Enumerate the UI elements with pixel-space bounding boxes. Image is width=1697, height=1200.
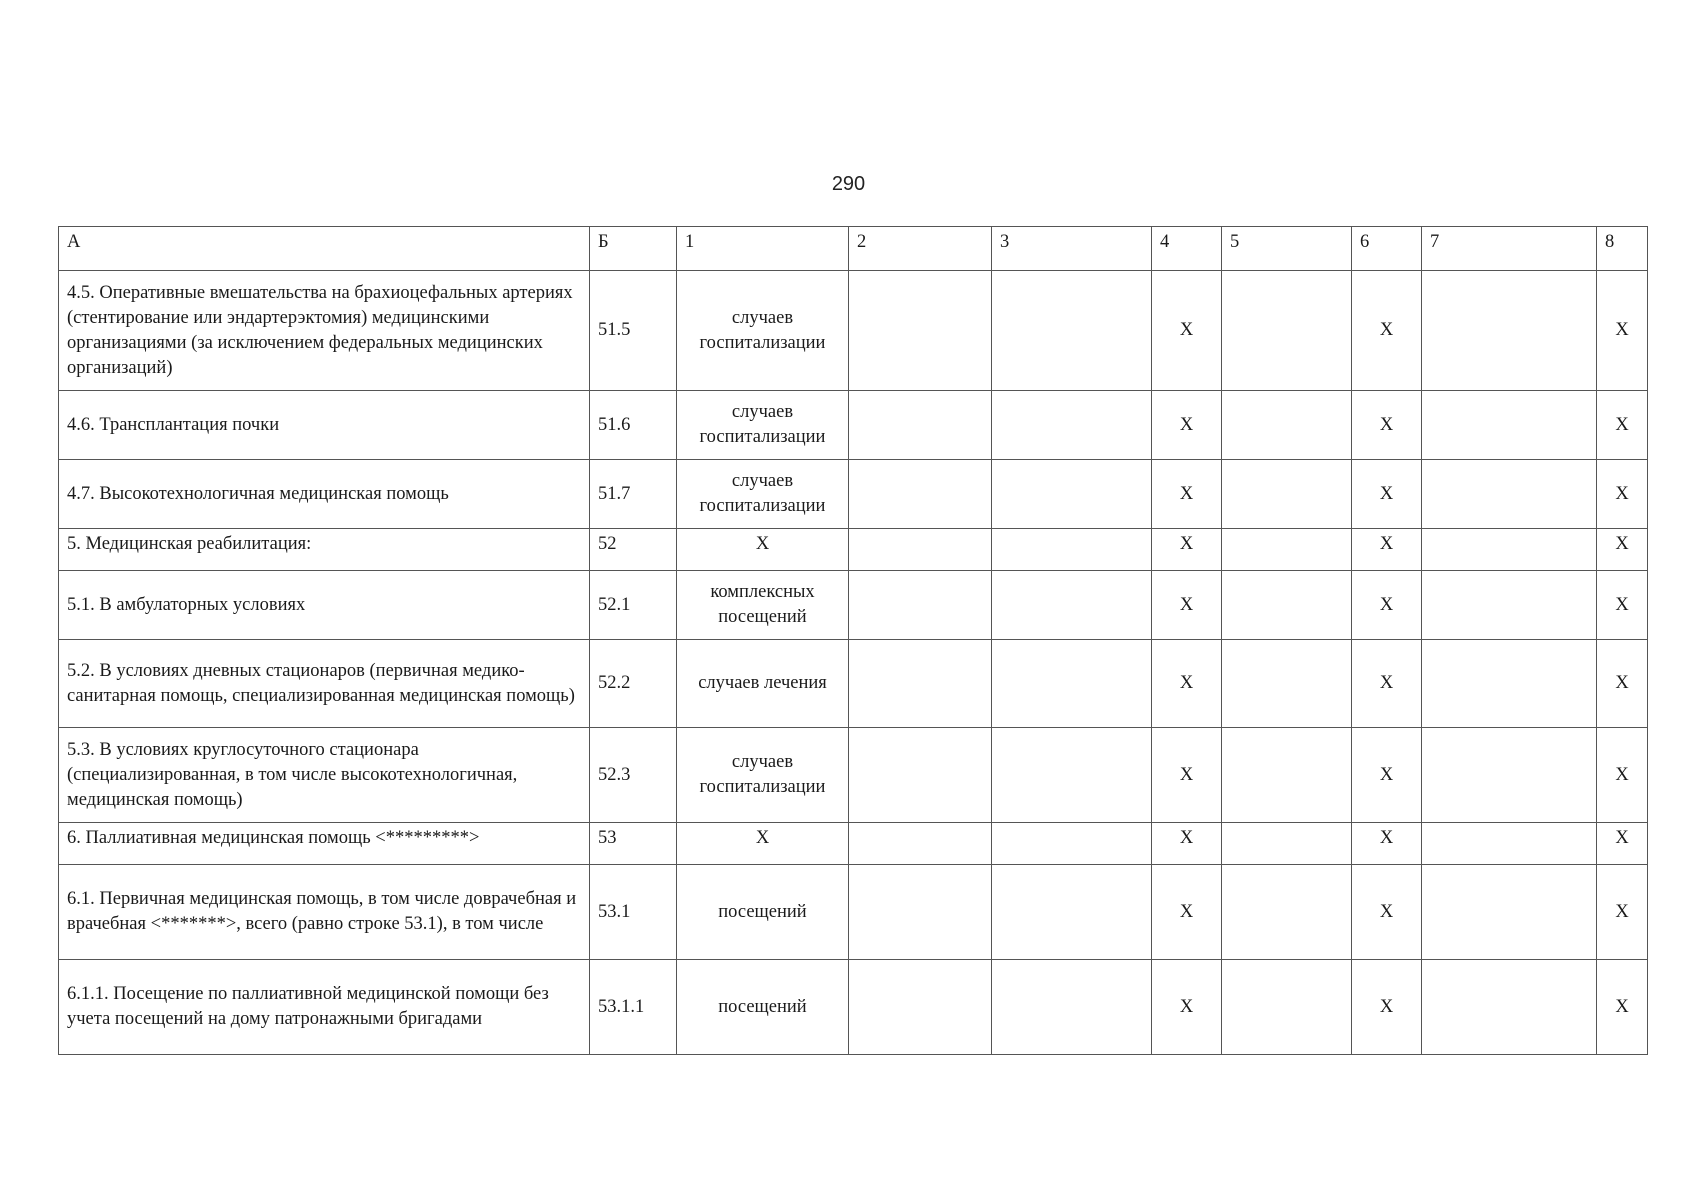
- table-row: [59, 460, 1648, 529]
- row-cell-2: [849, 823, 992, 865]
- header-cell-6: 6: [1352, 227, 1422, 271]
- row-name-cell: 4.6. Трансплантация почки: [59, 391, 590, 460]
- row-unit-cell: X: [677, 823, 849, 865]
- data-table: [58, 226, 1648, 1055]
- table-row: [59, 865, 1648, 960]
- row-cell-7: [1422, 823, 1597, 865]
- row-cell-7: [1422, 728, 1597, 823]
- row-cell-7: [1422, 271, 1597, 391]
- row-cell-6: X: [1352, 640, 1422, 728]
- row-code-cell: 53: [590, 823, 677, 865]
- row-cell-6: X: [1352, 960, 1422, 1055]
- row-code-cell: 53.1.1: [590, 960, 677, 1055]
- row-cell-3: [992, 271, 1152, 391]
- row-unit-cell: X: [677, 529, 849, 571]
- row-cell-5: [1222, 571, 1352, 640]
- row-cell-3: [992, 529, 1152, 571]
- row-cell-5: [1222, 865, 1352, 960]
- row-cell-8: X: [1597, 391, 1648, 460]
- row-cell-2: [849, 391, 992, 460]
- header-cell-2: 2: [849, 227, 992, 271]
- header-cell-4: 4: [1152, 227, 1222, 271]
- row-name-cell: 6.1.1. Посещение по паллиативной медицинской помощи без учета посещений на дому патронажными бригадами: [59, 960, 590, 1055]
- row-cell-4: X: [1152, 271, 1222, 391]
- row-cell-4: X: [1152, 640, 1222, 728]
- row-name-cell: 4.7. Высокотехнологичная медицинская помощь: [59, 460, 590, 529]
- row-cell-5: [1222, 529, 1352, 571]
- row-cell-2: [849, 460, 992, 529]
- header-cell-5: 5: [1222, 227, 1352, 271]
- row-code-cell: 51.6: [590, 391, 677, 460]
- row-cell-6: X: [1352, 571, 1422, 640]
- row-cell-7: [1422, 391, 1597, 460]
- row-cell-2: [849, 529, 992, 571]
- row-cell-8: X: [1597, 571, 1648, 640]
- row-cell-2: [849, 571, 992, 640]
- row-name-cell: 5. Медицинская реабилитация:: [59, 529, 590, 571]
- row-name-cell: 5.3. В условиях круглосуточного стационара (специализированная, в том числе высокотехнологичная, медицинская помощь): [59, 728, 590, 823]
- row-code-cell: 52.1: [590, 571, 677, 640]
- row-cell-7: [1422, 571, 1597, 640]
- row-code-cell: 51.7: [590, 460, 677, 529]
- row-cell-5: [1222, 391, 1352, 460]
- row-code-cell: 53.1: [590, 865, 677, 960]
- table-row: [59, 571, 1648, 640]
- row-cell-6: X: [1352, 391, 1422, 460]
- row-unit-cell: случаев госпитализации: [677, 391, 849, 460]
- table-row: [59, 960, 1648, 1055]
- row-unit-cell: случаев госпитализации: [677, 271, 849, 391]
- row-cell-5: [1222, 640, 1352, 728]
- row-cell-8: X: [1597, 728, 1648, 823]
- row-unit-cell: случаев лечения: [677, 640, 849, 728]
- row-cell-4: X: [1152, 391, 1222, 460]
- row-cell-7: [1422, 529, 1597, 571]
- row-cell-8: X: [1597, 271, 1648, 391]
- row-code-cell: 51.5: [590, 271, 677, 391]
- table-row: [59, 529, 1648, 571]
- row-cell-3: [992, 640, 1152, 728]
- row-cell-8: X: [1597, 823, 1648, 865]
- row-cell-6: X: [1352, 529, 1422, 571]
- row-unit-cell: случаев госпитализации: [677, 728, 849, 823]
- header-cell-3: 3: [992, 227, 1152, 271]
- row-unit-cell: комплексных посещений: [677, 571, 849, 640]
- header-cell-8: 8: [1597, 227, 1648, 271]
- row-cell-3: [992, 960, 1152, 1055]
- table-row: [59, 728, 1648, 823]
- row-cell-7: [1422, 640, 1597, 728]
- row-cell-5: [1222, 823, 1352, 865]
- row-cell-4: X: [1152, 460, 1222, 529]
- row-cell-4: X: [1152, 823, 1222, 865]
- row-cell-2: [849, 271, 992, 391]
- row-cell-7: [1422, 865, 1597, 960]
- row-cell-8: X: [1597, 460, 1648, 529]
- row-cell-5: [1222, 728, 1352, 823]
- row-code-cell: 52.2: [590, 640, 677, 728]
- row-unit-cell: случаев госпитализации: [677, 460, 849, 529]
- row-cell-6: X: [1352, 728, 1422, 823]
- row-cell-3: [992, 391, 1152, 460]
- row-cell-3: [992, 823, 1152, 865]
- row-cell-2: [849, 728, 992, 823]
- table-row: [59, 823, 1648, 865]
- row-cell-4: X: [1152, 960, 1222, 1055]
- row-cell-2: [849, 640, 992, 728]
- row-cell-5: [1222, 460, 1352, 529]
- row-name-cell: 6. Паллиативная медицинская помощь <*********>: [59, 823, 590, 865]
- row-cell-3: [992, 460, 1152, 529]
- page-number: 290: [831, 173, 866, 195]
- row-cell-6: X: [1352, 865, 1422, 960]
- row-cell-7: [1422, 960, 1597, 1055]
- row-name-cell: 6.1. Первичная медицинская помощь, в том числе доврачебная и врачебная <*******>, всего (равно строке 53.1), в том числе: [59, 865, 590, 960]
- row-cell-6: X: [1352, 823, 1422, 865]
- row-cell-5: [1222, 271, 1352, 391]
- row-name-cell: 4.5. Оперативные вмешательства на брахиоцефальных артериях (стентирование или эндартерэктомия) медицинскими организациями (за исключением федеральных медицинских организаций): [59, 271, 590, 391]
- header-cell-7: 7: [1422, 227, 1597, 271]
- header-cell-1: 1: [677, 227, 849, 271]
- row-cell-3: [992, 728, 1152, 823]
- header-row: [59, 227, 1648, 271]
- table-row: [59, 391, 1648, 460]
- row-cell-5: [1222, 960, 1352, 1055]
- row-unit-cell: посещений: [677, 960, 849, 1055]
- row-cell-6: X: [1352, 271, 1422, 391]
- row-cell-8: X: [1597, 529, 1648, 571]
- row-cell-3: [992, 571, 1152, 640]
- row-cell-8: X: [1597, 865, 1648, 960]
- row-cell-6: X: [1352, 460, 1422, 529]
- row-cell-3: [992, 865, 1152, 960]
- row-cell-2: [849, 960, 992, 1055]
- header-cell-a: А: [59, 227, 590, 271]
- row-cell-8: X: [1597, 960, 1648, 1055]
- row-name-cell: 5.1. В амбулаторных условиях: [59, 571, 590, 640]
- table-row: [59, 271, 1648, 391]
- row-cell-8: X: [1597, 640, 1648, 728]
- row-cell-4: X: [1152, 571, 1222, 640]
- row-cell-2: [849, 865, 992, 960]
- row-code-cell: 52: [590, 529, 677, 571]
- row-cell-7: [1422, 460, 1597, 529]
- row-name-cell: 5.2. В условиях дневных стационаров (первичная медико-санитарная помощь, специализированная медицинская помощь): [59, 640, 590, 728]
- row-code-cell: 52.3: [590, 728, 677, 823]
- row-cell-4: X: [1152, 865, 1222, 960]
- header-cell-b: Б: [590, 227, 677, 271]
- row-cell-4: X: [1152, 529, 1222, 571]
- row-cell-4: X: [1152, 728, 1222, 823]
- row-unit-cell: посещений: [677, 865, 849, 960]
- table-row: [59, 640, 1648, 728]
